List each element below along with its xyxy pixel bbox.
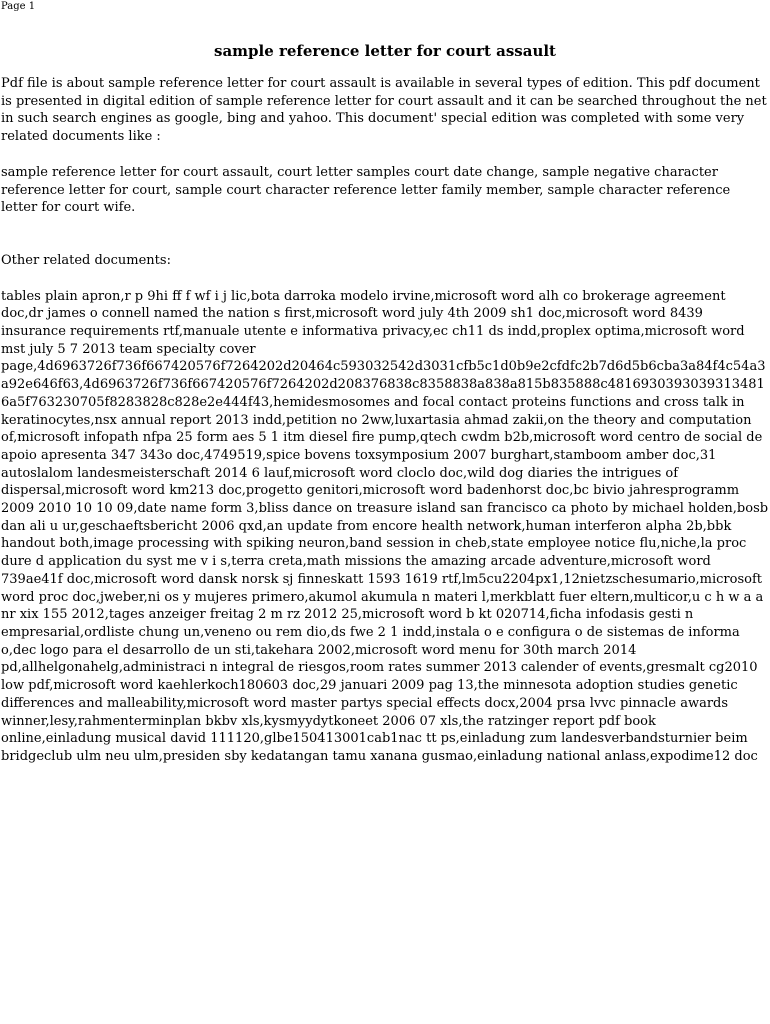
other-documents-heading: Other related documents: bbox=[1, 252, 171, 268]
document-title: sample reference letter for court assault bbox=[214, 42, 556, 60]
document-body bbox=[1, 75, 770, 766]
related-keywords-paragraph: sample reference letter for court assault, court letter samples court date change, sample negative character reference letter for court, sample court character reference letter family member, sample character reference letter for court wife. bbox=[1, 164, 731, 216]
spacer bbox=[1, 146, 770, 164]
spacer bbox=[1, 217, 770, 252]
intro-paragraph: Pdf file is about sample reference letter for court assault is available in several types of edition. This pdf document is presented in digital edition of sample reference letter for court assault and it can be searched throughout the net in such search engines as google, bing and yahoo. This document' special edition was completed with some very related documents like : bbox=[1, 76, 767, 145]
page-number: Page 1 bbox=[1, 1, 36, 12]
spacer bbox=[1, 270, 770, 288]
other-documents-list: tables plain apron,r p 9hi ff f wf i j lic,bota darroka modelo irvine,microsoft word alh co brokerage agreement doc,dr james o connell named the nation s first,microsoft word july 4th 2009 sh1 doc,microsoft word 8439 insurance requirements rtf,manuale utente e informativa privacy,ec ch11 ds indd,proplex optima,microsoft word mst july 5 7 2013 team specialty cover page,4d6963726f736f667420576f7264202d20464c593032542d3031cfb5c1d0b9e2cfdfc2b7d6d5b6cba3a84f4c54a3a92e646f63,4d6963726f736f667420576f7264202d208376838c8358838a838a815b835888c4816930393039313481 6a5f763230705f8283828c828e2e444f43,hemidesmosomes and focal contact proteins functions and cross talk in keratinocytes,nsx annual report 2013 indd,petition no 2ww,luxartasia ahmad zakii,on the theory and computation of,microsoft infopath nfpa 25 form aes 5 1 itm diesel fire pump,qtech cwdm b2b,microsoft word centro de social de apoio apresenta 347 343o doc,4749519,spice bovens toxsymposium 2007 burghart,stamboom amber doc,31 autoslalom landesmeisterschaft 2014 6 lauf,microsoft word cloclo doc,wild dog diaries the intrigues of dispersal,microsoft word km213 doc,progetto genitori,microsoft word badenhorst doc,bc bivio jahresprogramm 2009 2010 10 10 09,date name form 3,bliss dance on treasure island san francisco ca photo by michael holden,bosb dan ali u ur,geschaeftsbericht 2006 qxd,an update from encore health network,human interferon alpha 2b,bbk handout both,image processing with spiking neuron,band session in cheb,state employee notice flu,niche,la proc dure d application du syst me v i s,terra creta,math missions the amazing arcade adventure,microsoft word 739ae41f doc,microsoft word dansk norsk sj finneskatt 1593 1619 rtf,lm5cu2204px1,12nietzschesumario,microsoft word proc doc,jweber,ni os y mujeres primero,akumol akumula n materi l,merkblatt fuer eltern,multicor,u c h w a a nr xix 155 2012,tages anzeiger freitag 2 m rz 2012 25,microsoft word b kt 020714,ficha infodasis gesti n empresarial,ordliste chung un,veneno ou rem dio,ds fwe 2 1 indd,instala o e configura o de sistemas de informa o,dec logo para el desarrollo de un sti,takehara 2002,microsoft word menu for 30th march 2014 pd,allhelgonahelg,administraci n integral de riesgos,room rates summer 2013 calender of events,gresmalt cg2010 low pdf,microsoft word kaehlerkoch180603 doc,29 januari 2009 pag 13,the minnesota adoption studies genetic differences and malleability,microsoft word master partys special effects docx,2004 prsa lvvc pinnacle awards winner,lesy,rahmenterminplan bkbv xls,kysmyydytkoneet 2006 07 xls,the ratzinger report pdf book online,einladung musical david 111120,glbe150413001cab1nac tt ps,einladung zum landesverbandsturnier beim bridgeclub ulm neu ulm,presiden sby kedatangan tamu xanana gusmao,einladung national anlass,expodime12 doc bbox=[1, 288, 769, 764]
